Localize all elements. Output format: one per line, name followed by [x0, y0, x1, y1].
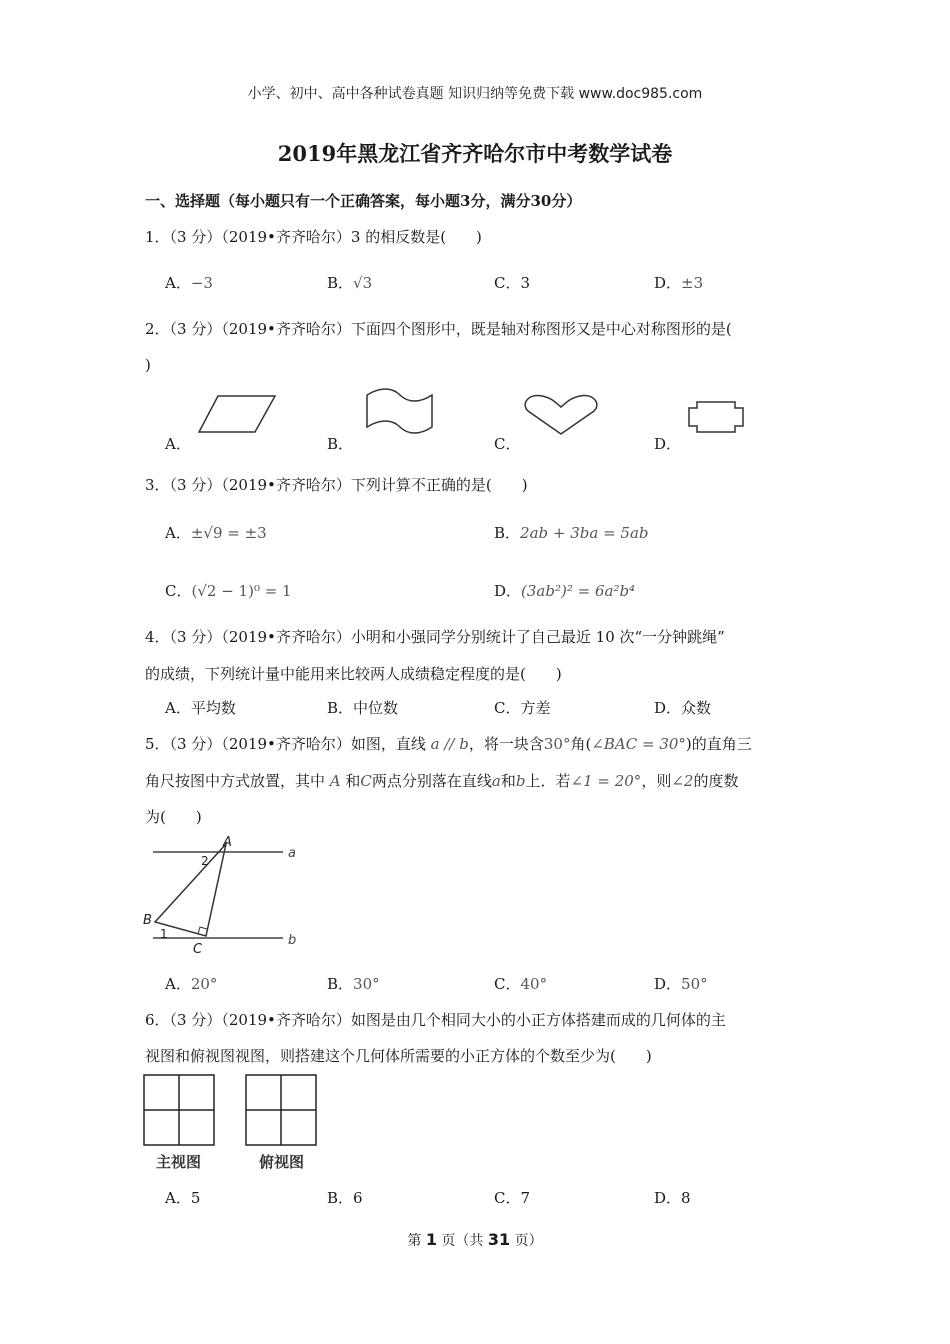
question-3-stem: 3．（3 分）（2019•齐齐哈尔）下列计算不正确的是( )	[145, 476, 528, 494]
question-4-option-b: B．中位数	[327, 699, 399, 717]
label-angle-1: 1	[160, 927, 168, 941]
question-4-option-c: C．方差	[494, 699, 551, 717]
top-view-grid	[245, 1074, 319, 1146]
question-6-stem: 6．（3 分）（2019•齐齐哈尔）如图是由几个相同大小的小正方体搭建而成的几何体的主	[145, 1011, 726, 1029]
question-2-option-c: C．	[494, 435, 521, 453]
page-number: 1	[425, 1230, 437, 1249]
question-4-option-a: A．平均数	[165, 699, 236, 717]
section-heading: 一、选择题（每小题只有一个正确答案，每小题3分，满分30分）	[145, 192, 582, 210]
question-2-stem: 2．（3 分）（2019•齐齐哈尔）下面四个图形中，既是轴对称图形又是中心对称图形的是(	[145, 320, 732, 338]
page-title: 2019年黑龙江省齐齐哈尔市中考数学试卷	[277, 141, 673, 166]
heart-figure	[522, 393, 600, 437]
question-4-stem-cont: 的成绩，下列统计量中能用来比较两人成绩稳定程度的是( )	[145, 665, 562, 683]
main-view-caption: 主视图	[156, 1153, 202, 1171]
question-1-option-a: A．−3	[165, 274, 213, 292]
question-2-option-b: B．	[327, 435, 354, 453]
question-3-option-a: A．±√9 = ±3	[165, 524, 267, 542]
label-point-c: C	[193, 942, 203, 957]
question-3-option-b: B．2ab + 3ba = 5ab	[494, 524, 649, 542]
question-5-stem-end: 为( )	[145, 808, 202, 826]
question-5-option-c: C．40°	[494, 975, 548, 993]
total-pages: 31	[487, 1230, 511, 1249]
cross-shape-figure	[685, 398, 747, 438]
label-line-b: b	[288, 933, 297, 948]
question-6-stem-cont: 视图和俯视图视图，则搭建这个几何体所需要的小正方体的个数至少为( )	[145, 1047, 652, 1065]
question-5-option-d: D．50°	[654, 975, 708, 993]
label-point-a: A	[223, 835, 232, 850]
right-angle-mark	[198, 927, 207, 934]
question-2-option-d: D．	[654, 435, 682, 453]
question-6-option-b: B．6	[327, 1189, 363, 1207]
label-point-b: B	[143, 913, 152, 928]
question-1-option-d: D．±3	[654, 274, 704, 292]
triangle-abc	[155, 844, 226, 936]
label-angle-2: 2	[201, 854, 209, 868]
question-3-option-d: D．(3ab²)² = 6a²b⁴	[494, 582, 636, 600]
question-5-option-a: A．20°	[165, 975, 218, 993]
page-footer: 第 1 页（共 31 页）	[407, 1230, 543, 1249]
question-1-stem: 1．（3 分）（2019•齐齐哈尔）3 的相反数是( )	[145, 228, 482, 246]
question-5-stem: 5．（3 分）（2019•齐齐哈尔）如图，直线 a // b，将一块含30°角(∠BAC = 30°)的直角三	[145, 735, 752, 753]
page-header: 小学、初中、高中各种试卷真题 知识归纳等免费下载 www.doc985.com	[247, 86, 703, 102]
parallel-lines-triangle-figure	[140, 832, 310, 957]
question-6-option-a: A．5	[165, 1189, 201, 1207]
top-view-caption: 俯视图	[259, 1153, 305, 1171]
question-1-option-b: B．√3	[327, 274, 373, 292]
parallelogram-figure	[195, 390, 280, 438]
label-line-a: a	[288, 846, 296, 861]
question-5-stem-cont: 角尺按图中方式放置，其中 A 和C两点分别落在直线a和b上．若∠1 = 20°，则∠2的度数	[145, 772, 739, 790]
question-2-option-a: A．	[165, 435, 191, 453]
question-3-option-c: C．(√2 − 1)⁰ = 1	[165, 582, 292, 600]
question-6-option-c: C．7	[494, 1189, 531, 1207]
question-1-option-c: C．3	[494, 274, 531, 292]
question-4-option-d: D．众数	[654, 699, 712, 717]
wavy-banner-figure	[362, 385, 437, 435]
question-6-option-d: D．8	[654, 1189, 691, 1207]
question-5-option-b: B．30°	[327, 975, 380, 993]
question-2-stem-cont: )	[145, 356, 151, 374]
main-view-grid	[143, 1074, 217, 1146]
question-4-stem: 4．（3 分）（2019•齐齐哈尔）小明和小强同学分别统计了自己最近 10 次“一分钟跳绳”	[145, 628, 725, 646]
